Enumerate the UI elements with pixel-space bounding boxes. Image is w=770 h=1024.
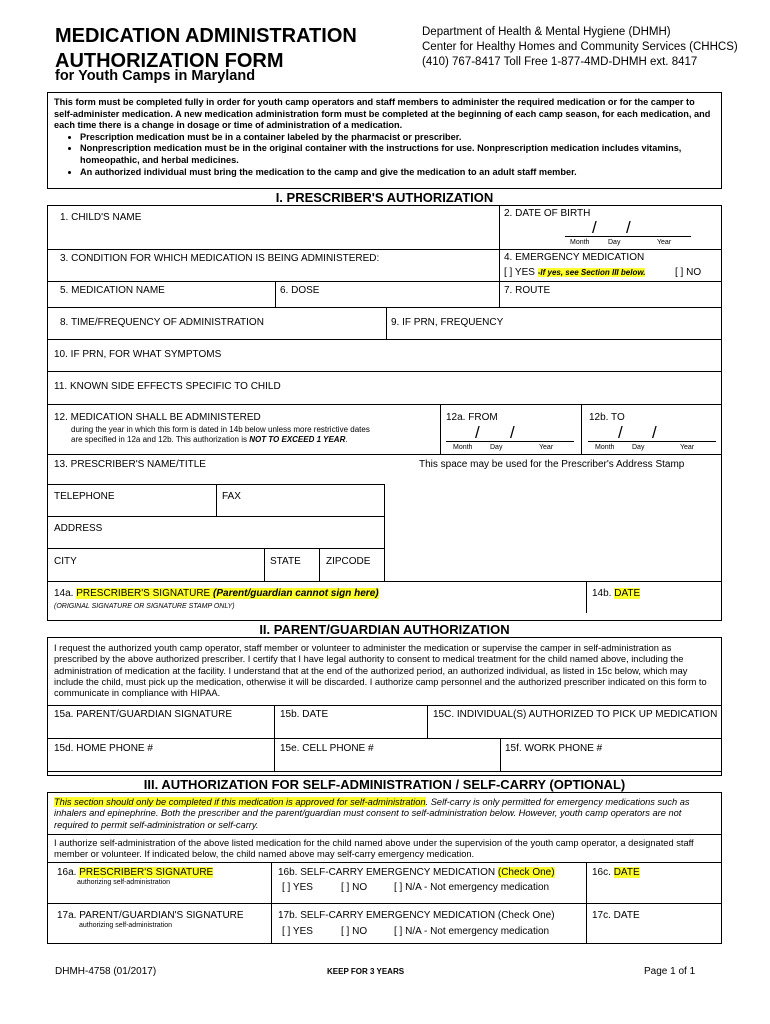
divider [275,281,276,307]
zipcode-label: ZIPCODE [326,556,371,567]
na-16b-checkbox[interactable]: [ ] N/A - Not emergency medication [394,882,550,893]
telephone-label: TELEPHONE [54,491,115,502]
divider [47,862,722,863]
retention-note: KEEP FOR 3 YEARS [327,967,405,976]
divider [47,281,722,282]
emergency-yes-text: [ ] YES [504,267,535,278]
date-slash: / [618,423,623,442]
section-3-heading: III. AUTHORIZATION FOR SELF-ADMINISTRATION / SELF-CARRY (OPTIONAL) [47,775,722,793]
sig-16a-prefix: 16a. [57,867,80,878]
carry-16b-check: (Check One) [497,867,555,878]
divider [47,705,722,706]
from-label: 12a. FROM [446,412,498,423]
divider [499,206,500,307]
sig-16a: PRESCRIBER'S SIGNATURE [79,867,214,878]
year-label: Year [539,444,554,451]
prn-frequency-label: 9. IF PRN, FREQUENCY [391,317,504,328]
side-effects-label: 11. KNOWN SIDE EFFECTS SPECIFIC TO CHILD [54,381,281,392]
medication-name-label: 5. MEDICATION NAME [60,285,165,296]
divider [319,548,320,581]
administered-note-2a: are specified in 12a and 12b. This authorization is [71,435,250,444]
condition-label: 3. CONDITION FOR WHICH MEDICATION IS BEING ADMINISTERED: [60,253,380,264]
carry-16b-text: 16b. SELF-CARRY EMERGENCY MEDICATION [278,867,498,878]
administered-note-2 [71,435,348,444]
carry-17b-label: 17b. SELF-CARRY EMERGENCY MEDICATION (Check One) [278,910,555,921]
self-admin-paragraph: I authorize self-administration of the above listed medication for the child named above under the supervision of the youth camp operator, a designated staff member or volunteer. If indicated below, the child named above may self-carry emergency medication. [54,838,694,860]
dob-label: 2. DATE OF BIRTH [504,208,591,219]
emergency-note: -If yes, see Section III below. [537,268,646,277]
yes-16b-checkbox[interactable]: [ ] YES [282,882,313,893]
consent-paragraph: I request the authorized youth camp operator, staff member or volunteer to administer the medication or supervise the camper in self-administration as prescribed by the above authorized prescriber. I certify that I have legal authority to consent to medical treatment for the child named above, including the administration of medication at the facility. I understand that at the end of the authorized period, an authorized individual, as listed in 15c below, which may include the child, must pick up the medication, otherwise it will be discarded. I authorize camp personnel and the authorized prescriber indicated on this form to communicate in compliance with HIPAA. [54,643,707,699]
divider [47,371,722,372]
divider [47,548,384,549]
self-admin-note-rest: . Self-carry is only permitted for emergency medications such as inhalers and epinephrine. Both the prescriber and the parent/guardian must consent to self-administration below. However, youth camp operators are not required to permit self-administration or self-carry. [54,797,690,830]
sig-prefix: 14a. [54,588,77,599]
divider [586,581,587,613]
divider [47,249,722,250]
date-16c-prefix: 16c. [592,867,614,878]
emergency-yes-checkbox[interactable] [504,267,645,278]
dept-line-3: (410) 767-8417 Toll Free 1-877-4MD-DHMH ext. 8417 [422,56,698,68]
self-admin-note-hl: This section should only be completed if this medication is approved for self-administration [54,797,426,807]
administered-note-1: during the year in which this form is dated in 14b below unless more restrictive dates [71,425,370,434]
day-label: Day [632,444,645,451]
prescriber-name-label: 13. PRESCRIBER'S NAME/TITLE [54,459,206,470]
sig-note: (Parent/guardian cannot sign here) [210,588,379,599]
dept-line-1: Department of Health & Mental Hygiene (DHMH) [422,26,671,38]
divider [47,738,722,739]
divider [47,834,722,835]
date-16c: DATE [613,867,640,878]
divider [47,771,722,772]
divider [47,404,722,405]
fax-label: FAX [222,491,241,502]
sig-17a-label: 17a. PARENT/GUARDIAN'S SIGNATURE [57,910,244,921]
emergency-label: 4. EMERGENCY MEDICATION [504,252,645,263]
parent-date-label: 15b. DATE [280,709,329,720]
pickup-label: 15C. INDIVIDUAL(S) AUTHORIZED TO PICK UP MEDICATION [433,709,718,720]
divider [47,339,722,340]
divider [440,404,441,454]
city-label: CITY [54,556,77,567]
administered-note-2c: . [345,435,348,444]
cell-phone-label: 15e. CELL PHONE # [280,743,374,754]
sig-16a-label [57,867,213,878]
divider [47,581,722,582]
dept-line-2: Center for Healthy Homes and Community Services (CHHCS) [422,41,738,53]
emergency-no-checkbox[interactable]: [ ] NO [675,267,702,278]
divider [427,705,428,738]
carry-16b-label [278,867,555,878]
month-label: Month [595,444,615,451]
child-name-label: 1. CHILD'S NAME [60,212,142,223]
section-2-heading: II. PARENT/GUARDIAN AUTHORIZATION [47,620,722,638]
sig-17a-sub: authorizing self-administration [79,922,172,929]
form-title [55,24,357,74]
administered-label: 12. MEDICATION SHALL BE ADMINISTERED [54,412,261,423]
divider [264,548,265,581]
divider [47,307,722,308]
divider [47,454,722,455]
administered-note-2b: NOT TO EXCEED 1 YEAR [249,435,346,444]
month-label: Month [570,239,590,246]
title-line-1: MEDICATION ADMINISTRATION [55,25,357,47]
divider [47,903,722,904]
date-16c-label [592,867,640,878]
yes-17b-checkbox[interactable]: [ ] YES [282,926,313,937]
home-phone-label: 15d. HOME PHONE # [54,743,153,754]
na-17b-checkbox[interactable]: [ ] N/A - Not emergency medication [394,926,550,937]
year-label: Year [680,444,695,451]
to-label: 12b. TO [589,412,625,423]
date-slash: / [510,423,515,442]
sig-date: DATE [614,588,641,599]
time-frequency-label: 8. TIME/FREQUENCY OF ADMINISTRATION [60,317,264,328]
date-slash: / [475,423,480,442]
intro-bullet: • An authorized individual must bring the medication to the camp and give the medication to an adult staff member. [80,167,716,179]
day-label: Day [608,239,621,246]
sig-16a-sub: authorizing self-administration [77,879,170,886]
page-number: Page 1 of 1 [644,966,696,977]
intro-bullets [54,132,716,178]
original-signature-note: (ORIGINAL SIGNATURE OR SIGNATURE STAMP ONLY) [54,603,235,610]
divider [216,484,217,516]
route-label: 7. ROUTE [504,285,551,296]
date-17c-label: 17c. DATE [592,910,640,921]
divider [581,404,582,454]
date-slash: / [652,423,657,442]
intro-instructions [54,97,716,178]
divider [386,307,387,339]
divider [384,484,385,581]
divider [47,516,384,517]
signature-date-label [592,588,640,599]
no-17b-checkbox[interactable]: [ ] NO [341,926,368,937]
form-subtitle: for Youth Camps in Maryland [55,68,256,84]
form-id: DHMH-4758 (01/2017) [55,966,157,977]
day-label: Day [490,444,503,451]
year-label: Year [657,239,672,246]
sig-date-prefix: 14b. [592,588,615,599]
intro-bullet: • Prescription medication must be in a container labeled by the pharmacist or prescriber. [80,132,716,144]
date-slash: / [626,218,631,237]
sig-label-hl [76,588,378,599]
intro-bullet: • Nonprescription medication must be in the original container with the instructions for use. Nonprescription medication includes vitamins, homeopathic, and herbal medicines. [80,143,716,166]
self-admin-note [54,797,716,831]
prn-symptoms-label: 10. IF PRN, FOR WHAT SYMPTOMS [54,349,222,360]
department-info [422,25,738,70]
title-line-2: AUTHORIZATION FORM [55,50,284,72]
section-1-heading: I. PRESCRIBER'S AUTHORIZATION [47,188,722,206]
date-slash: / [592,218,597,237]
address-label: ADDRESS [54,523,103,534]
intro-paragraph: This form must be completed fully in order for youth camp operators and staff members to administer the required medication or for the camper to self-administer medication. A new medication administration form must be completed at the beginning of each camp season, for each medication, and each time there is a change in dosage or time of administration of a medication. [54,97,711,131]
parent-signature-label: 15a. PARENT/GUARDIAN SIGNATURE [54,709,232,720]
month-label: Month [453,444,473,451]
no-16b-checkbox[interactable]: [ ] NO [341,882,368,893]
prescriber-signature-label [54,588,379,599]
sig-label: PRESCRIBER'S SIGNATURE [76,588,211,599]
work-phone-label: 15f. WORK PHONE # [505,743,603,754]
state-label: STATE [270,556,301,567]
dose-label: 6. DOSE [280,285,320,296]
divider [500,738,501,771]
address-stamp-note: This space may be used for the Prescriber's Address Stamp [419,459,685,470]
